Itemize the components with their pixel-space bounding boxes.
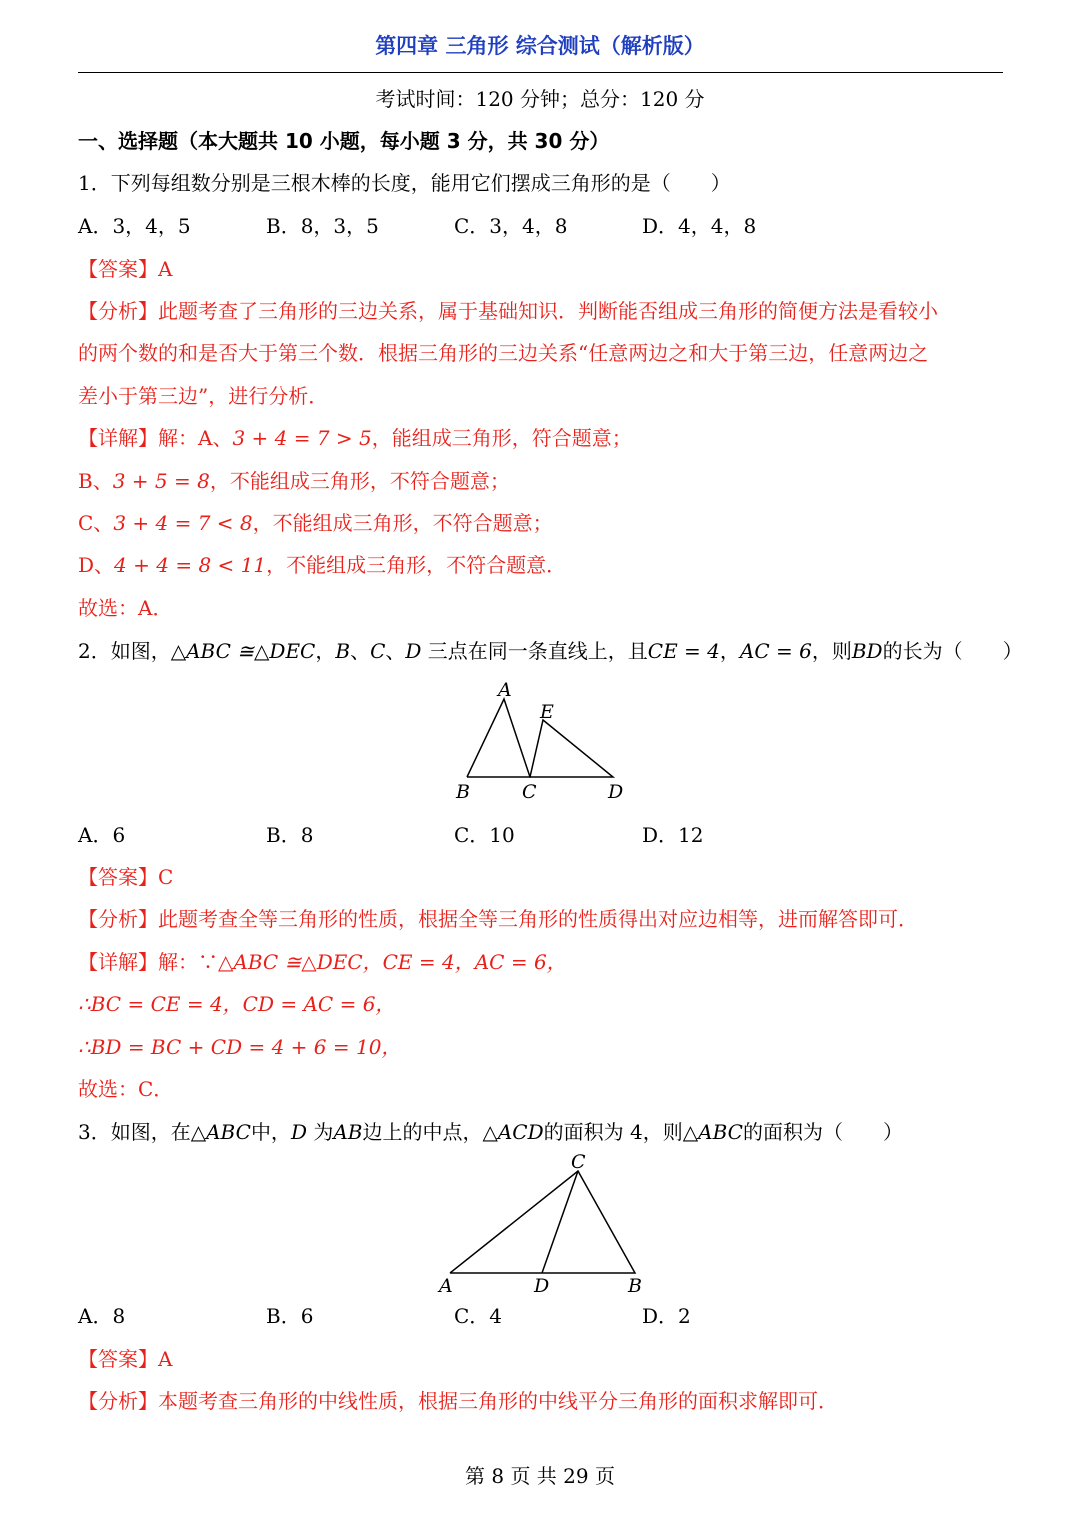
math-expression: D — [405, 639, 422, 663]
q2-detail-line-1 — [78, 949, 1008, 975]
math-expression: 4 + 4 = 8 < 11 — [114, 553, 267, 577]
q1-detail-line-3 — [78, 510, 1008, 536]
math-expression: 3 + 4 = 7 > 5 — [232, 426, 372, 450]
q2-option-b: B．8 — [266, 823, 314, 847]
q1-answer — [78, 256, 1008, 282]
q2-analysis — [78, 906, 1008, 932]
triangle-abc — [450, 1171, 635, 1273]
q1-detail-line-1 — [78, 425, 1008, 451]
math-expression: △ABC — [190, 1120, 251, 1144]
answer-label: 【答案】 — [78, 1347, 158, 1371]
q3-option-a: A．8 — [78, 1304, 126, 1328]
detail-text: D、 — [78, 553, 115, 577]
q1-detail-line-2 — [78, 468, 1008, 494]
math-expression: BD — [851, 639, 883, 663]
label-b: B — [628, 1275, 642, 1297]
q1-analysis-line-3: 差小于第三边”，进行分析． — [78, 384, 329, 408]
analysis-label: 【分析】 — [78, 299, 158, 323]
math-expression: C — [370, 639, 386, 663]
detail-text: 解：A、 — [158, 426, 233, 450]
q1-option-c: C．3，4，8 — [454, 214, 568, 238]
detail-text: ，能组成三角形，符合题意； — [371, 426, 632, 450]
q2-conclusion: 故选：C． — [78, 1077, 174, 1101]
analysis-label: 【分析】 — [78, 1389, 158, 1413]
answer-label: 【答案】 — [78, 865, 158, 889]
stem-text: 2．如图， — [78, 639, 171, 663]
q2-option-d: D．12 — [642, 823, 704, 847]
q3-option-b: B．6 — [266, 1304, 314, 1328]
detail-label: 【详解】 — [78, 426, 158, 450]
analysis-text: 此题考查全等三角形的性质，根据全等三角形的性质得出对应边相等，进而解答即可． — [158, 907, 918, 931]
label-a: A — [498, 679, 512, 701]
stem-text: 、 — [350, 639, 371, 663]
answer-label: 【答案】 — [78, 257, 158, 281]
page-number: 第 8 页 共 29 页 — [465, 1464, 615, 1488]
stem-text: ， — [315, 639, 336, 663]
document-title: 第四章 三角形 综合测试（解析版） — [375, 34, 705, 58]
stem-text: 边上的中点， — [362, 1120, 483, 1144]
math-expression: △ABC — [682, 1120, 743, 1144]
stem-text: 中， — [250, 1120, 291, 1144]
math-expression: 3 + 5 = 8 — [112, 469, 210, 493]
analysis-label: 【分析】 — [78, 907, 158, 931]
detail-label: 【详解】 — [78, 950, 158, 974]
header-divider — [78, 72, 1003, 73]
math-expression: B — [335, 639, 351, 663]
q2-option-a: A．6 — [78, 823, 126, 847]
stem-text: 的面积为（ ） — [742, 1120, 903, 1144]
math-expression: △ABC ≅△DEC — [170, 639, 316, 663]
label-e: E — [540, 701, 554, 723]
math-expression: AB — [333, 1120, 363, 1144]
label-c: C — [571, 1151, 586, 1173]
q1-analysis-line-2: 的两个数的和是否大于第三个数．根据三角形的三边关系“任意两边之和大于第三边，任意两边之 — [78, 341, 929, 365]
stem-text: ，则 — [811, 639, 852, 663]
analysis-text: 本题考查三角形的中线性质，根据三角形的中线平分三角形的面积求解即可． — [158, 1389, 838, 1413]
q2-option-c: C．10 — [454, 823, 515, 847]
q1-stem: 1．下列每组数分别是三根木棒的长度，能用它们摆成三角形的是（ ） — [78, 171, 731, 195]
stem-text: 的长为（ ） — [882, 639, 1023, 663]
detail-text: 解：∵ — [158, 950, 218, 974]
section-title: 一、选择题（本大题共 10 小题，每小题 3 分，共 30 分） — [78, 129, 610, 153]
detail-text: B、 — [78, 469, 113, 493]
q2-figure-triangles — [440, 676, 640, 804]
math-expression: AC = 6 — [739, 639, 812, 663]
answer-value: A — [158, 257, 173, 281]
stem-text: 三点在同一条直线上，且 — [421, 639, 648, 663]
q1-option-d: D．4，4，8 — [642, 214, 757, 238]
stem-text: 、 — [385, 639, 406, 663]
math-expression: CE = 4 — [647, 639, 720, 663]
triangle-dec — [530, 720, 613, 777]
q3-analysis — [78, 1388, 1008, 1414]
q3-stem — [78, 1119, 1008, 1145]
q2-answer — [78, 864, 1008, 890]
exam-info: 考试时间：120 分钟；总分：120 分 — [375, 87, 705, 111]
math-expression: D — [290, 1120, 307, 1144]
detail-text: C、 — [78, 511, 114, 535]
q1-analysis-line-1 — [78, 298, 1008, 324]
stem-text: 的面积为 4，则 — [543, 1120, 683, 1144]
q3-figure-triangle — [430, 1150, 660, 1298]
q1-detail-line-4 — [78, 552, 1008, 578]
q1-conclusion: 故选：A． — [78, 596, 173, 620]
q3-answer — [78, 1346, 1008, 1372]
q3-option-d: D．2 — [642, 1304, 691, 1328]
detail-text: ，不能组成三角形，不符合题意． — [266, 553, 567, 577]
label-a: A — [439, 1275, 453, 1297]
math-expression: 3 + 4 = 7 < 8 — [113, 511, 253, 535]
label-c: C — [522, 781, 537, 803]
analysis-text: 此题考查了三角形的三边关系，属于基础知识．判断能否组成三角形的简便方法是看较小 — [158, 299, 938, 323]
stem-text: 为 — [306, 1120, 334, 1144]
label-d: D — [534, 1275, 550, 1297]
triangle-abc — [467, 699, 530, 777]
detail-text: ，不能组成三角形，不符合题意； — [209, 469, 510, 493]
stem-text: ， — [719, 639, 740, 663]
answer-value: A — [158, 1347, 173, 1371]
q2-detail-line-3: ∴BD = BC + CD = 4 + 6 = 10， — [78, 1035, 402, 1059]
stem-text: 3．如图，在 — [78, 1120, 191, 1144]
answer-value: C — [158, 865, 174, 889]
q2-stem — [78, 638, 1023, 664]
math-expression: △ACD — [482, 1120, 544, 1144]
q2-detail-line-2: ∴BC = CE = 4，CD = AC = 6， — [78, 992, 396, 1016]
detail-text: ，不能组成三角形，不符合题意； — [252, 511, 553, 535]
label-b: B — [456, 781, 470, 803]
math-expression: △ABC ≅△DEC，CE = 4，AC = 6， — [218, 950, 567, 974]
q3-option-c: C．4 — [454, 1304, 503, 1328]
q1-option-b: B．8，3，5 — [266, 214, 379, 238]
q1-option-a: A．3，4，5 — [78, 214, 191, 238]
label-d: D — [608, 781, 624, 803]
